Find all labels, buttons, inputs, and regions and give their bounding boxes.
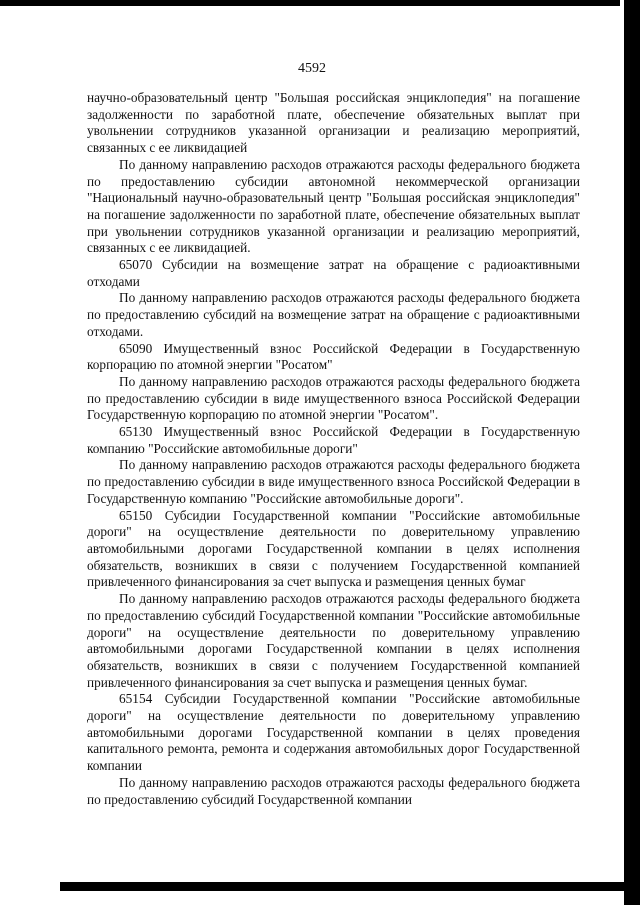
scan-border-right: [624, 0, 640, 905]
paragraph: По данному направлению расходов отражаются расходы федерального бюджета по предоставлению субсидий Государственной компании "Российские автомобильные дороги" на осуществление деятельности по доверительному управлению автомобильными дорогами Государственной компании в целях исполнения обязательств, возникших в связи с получением Государственной компанией привлеченного финансирования за счет выпуска и размещения ценных бумаг.: [87, 591, 580, 690]
paragraph: По данному направлению расходов отражаются расходы федерального бюджета по предоставлению субсидии автономной некоммерческой организации "Национальный научно-образовательный центр "Большая российская энциклопедия" на погашение задолженности по заработной плате, обеспечение обязательных выплат при увольнении сотрудников указанной организации и реализацию мероприятий, связанных с ее ликвидацией.: [87, 156, 580, 256]
scan-border-top: [0, 0, 620, 6]
section-heading-65070: 65070 Субсидии на возмещение затрат на обращение с радиоактивными отходами: [87, 257, 580, 289]
document-body: [87, 90, 580, 808]
section-heading-65130: 65130 Имущественный взнос Российской Федерации в Государственную компанию "Российские автомобильные дороги": [87, 424, 580, 456]
scan-border-bottom: [60, 882, 640, 891]
paragraph: По данному направлению расходов отражаются расходы федерального бюджета по предоставлению субсидии в виде имущественного взноса Российской Федерации Государственную корпорацию по атомной энергии "Росатом".: [87, 373, 580, 423]
section-heading-65154: 65154 Субсидии Государственной компании "Российские автомобильные дороги" на осуществление деятельности по доверительному управлению автомобильными дорогами Государственной компании в целях проведения капитального ремонта, ремонта и содержания автомобильных дорог Государственной компании: [87, 691, 580, 774]
page-number: 4592: [298, 61, 326, 76]
section-heading-65150: 65150 Субсидии Государственной компании "Российские автомобильные дороги" на осуществление деятельности по доверительному управлению автомобильными дорогами Государственной компании в целях исполнения обязательств, возникших в связи с получением Государственной компанией привлеченного финансирования за счет выпуска и размещения ценных бумаг: [87, 507, 580, 590]
paragraph: По данному направлению расходов отражаются расходы федерального бюджета по предоставлению субсидии в виде имущественного взноса Российской Федерации в Государственную компанию "Российские автомобильные дороги".: [87, 457, 580, 506]
paragraph: По данному направлению расходов отражаются расходы федерального бюджета по предоставлению субсидий на возмещение затрат на обращение с радиоактивными отходами.: [87, 290, 580, 339]
paragraph: научно-образовательный центр "Большая российская энциклопедия" на погашение задолженности по заработной плате, обеспечение обязательных выплат при увольнении сотрудников указанной организации и реализацию мероприятий, связанных с ее ликвидацией: [87, 90, 580, 156]
paragraph: По данному направлению расходов отражаются расходы федерального бюджета по предоставлению субсидий Государственной компании: [87, 774, 580, 807]
section-heading-65090: 65090 Имущественный взнос Российской Федерации в Государственную корпорацию по атомной энергии "Росатом": [87, 340, 580, 373]
